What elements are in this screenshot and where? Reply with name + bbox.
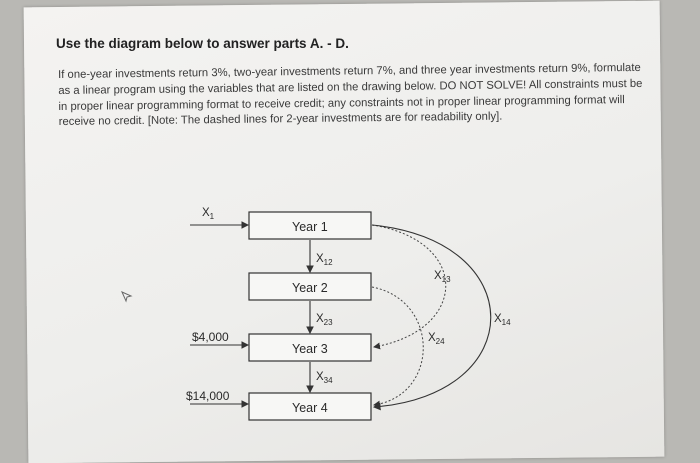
- year-3-box: [249, 334, 371, 361]
- x14-arc: [372, 225, 491, 407]
- inflow-4000-label: $4,000: [192, 330, 229, 344]
- year-1-label: Year 1: [292, 220, 328, 234]
- x13-arc: [372, 225, 446, 347]
- problem-statement: If one-year investments return 3%, two-year investments return 7%, and three year investments return 9%, formulate as a linear program using the variables that are listed on the drawing below. DO NOT SOLVE! All constraints must be in proper linear programming format to receive credit; any constraints not in proper linear programming format will receive no credit. [Note: The dashed lines for 2-year investments are for readability only].: [58, 61, 643, 129]
- year-4-box: [249, 393, 371, 420]
- year-4-label: Year 4: [292, 401, 328, 415]
- x34-label: X34: [316, 371, 333, 385]
- page-heading: Use the diagram below to answer parts A. - D.: [56, 36, 349, 51]
- x12-label: X12: [316, 253, 333, 267]
- x24-label: X24: [428, 332, 445, 346]
- year-2-label: Year 2: [292, 281, 328, 295]
- inflow-14000-label: $14,000: [186, 389, 230, 403]
- year-2-box: [249, 273, 371, 300]
- x14-label: X14: [494, 313, 511, 327]
- mouse-cursor-icon: [120, 290, 134, 304]
- x1-label: X1: [202, 207, 215, 221]
- year-1-box: [249, 212, 371, 239]
- x13-label: X13: [434, 270, 451, 284]
- x23-label: X23: [316, 313, 333, 327]
- year-3-label: Year 3: [292, 342, 328, 356]
